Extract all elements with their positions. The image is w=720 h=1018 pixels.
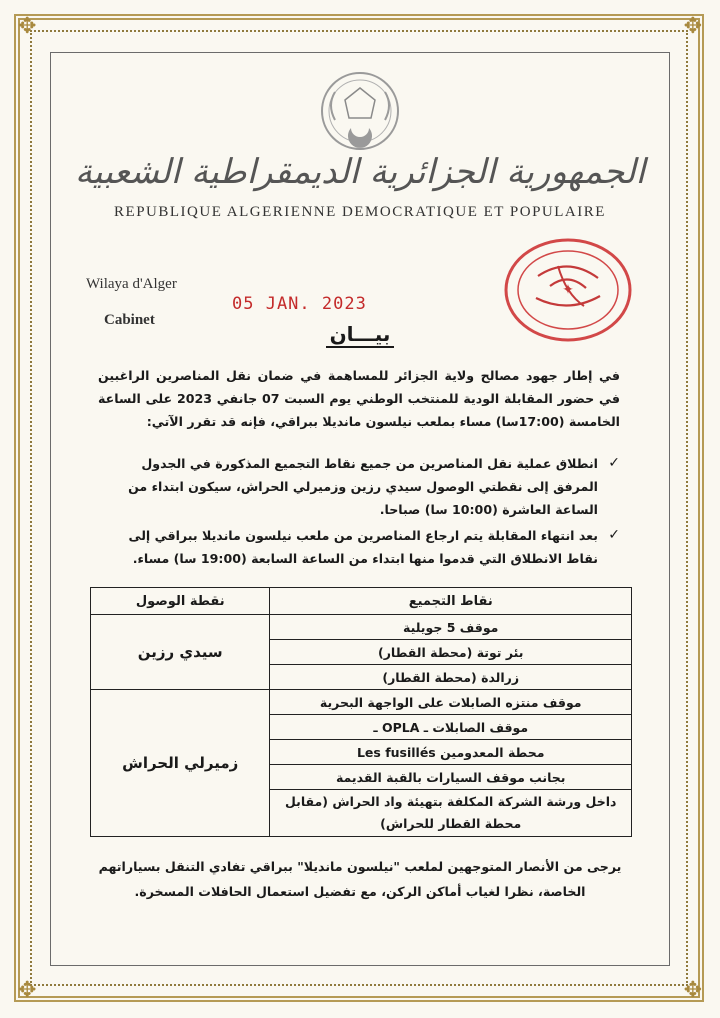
column-header-gathering: نقاط التجميع <box>270 588 632 615</box>
check-icon: ✓ <box>608 527 620 543</box>
wilaya-label: Wilaya d'Alger <box>86 276 177 292</box>
gathering-point: بجانب موقف السيارات بالقبة القديمة <box>270 765 632 790</box>
algeria-emblem-icon <box>305 70 415 152</box>
table-header-row <box>91 588 632 615</box>
list-item: ✓ بعد انتهاء المقابلة يتم ارجاع المناصرين من ملعب نيلسون مانديلا ببراقي إلى نقاط الانطلاق التي قدموا منها ابتداء من الساعة السابعة (19:00 سا) مساء. <box>98 524 620 570</box>
gathering-point: محطة المعدومين Les fusillés <box>270 740 632 765</box>
cabinet-label: Cabinet <box>104 312 155 328</box>
corner-ornament-icon: ✥ <box>683 14 702 39</box>
gathering-point: موقف منتزه الصابلات على الواجهة البحرية <box>270 690 632 715</box>
gathering-point: زرالدة (محطة القطار) <box>270 665 632 690</box>
table-row <box>91 690 632 715</box>
list-item: ✓ انطلاق عملية نقل المناصرين من جميع نقاط التجميع المذكورة في الجدول المرفق إلى نقطتي الوصول سيدي رزين وزميرلي الحراش، سيكون ابتداء من الساعة العاشرة (10:00 سا) صباحا. <box>98 452 620 521</box>
table-row <box>91 615 632 640</box>
footer-note: يرجى من الأنصار المتوجهين لملعب "نيلسون مانديلا" ببراقي تفادي التنقل بسياراتهم الخاصة، نظرا لغياب أماكن الركن، مع تفضيل استعمال الحافلات المسخرة. <box>98 859 622 899</box>
gathering-point: موقف 5 جويلية <box>270 615 632 640</box>
check-icon: ✓ <box>608 455 620 471</box>
date-stamp: 05 JAN. 2023 <box>232 294 367 314</box>
notice-bullet-list <box>98 452 620 573</box>
notice-intro: في إطار جهود مصالح ولاية الجزائر للمساهمة في ضمان نقل المناصرين الراغبين في حضور المقابلة الودية للمنتخب الوطني يوم السبت 07 جانفي 2023 على الساعة الخامسة (17:00سا) مساء بملعب نيلسون مانديلا ببراقي، فإنه قد تقرر الآتي: <box>98 368 620 429</box>
gathering-point: بئر توتة (محطة القطار) <box>270 640 632 665</box>
corner-ornament-icon: ✥ <box>18 14 37 39</box>
gathering-point: موقف الصابلات ـ OPLA ـ <box>270 715 632 740</box>
gathering-point: داخل ورشة الشركة المكلفة بتهيئة واد الحراش (مقابل محطة القطار للحراش) <box>270 790 632 837</box>
svg-text:✦: ✦ <box>562 282 574 298</box>
arrival-point: زميرلي الحراش <box>91 690 270 837</box>
corner-ornament-icon: ✥ <box>683 978 702 1003</box>
notice-heading: بيـــان <box>0 322 720 346</box>
republic-title-french: REPUBLIQUE ALGERIENNE DEMOCRATIQUE ET POPULAIRE <box>114 204 606 220</box>
column-header-arrival: نقطة الوصول <box>91 588 270 615</box>
republic-title-arabic: الجمهورية الجزائرية الديمقراطية الشعبية <box>74 152 646 192</box>
corner-ornament-icon: ✥ <box>18 978 37 1003</box>
gathering-points-table <box>90 587 632 837</box>
arrival-point: سيدي رزين <box>91 615 270 690</box>
